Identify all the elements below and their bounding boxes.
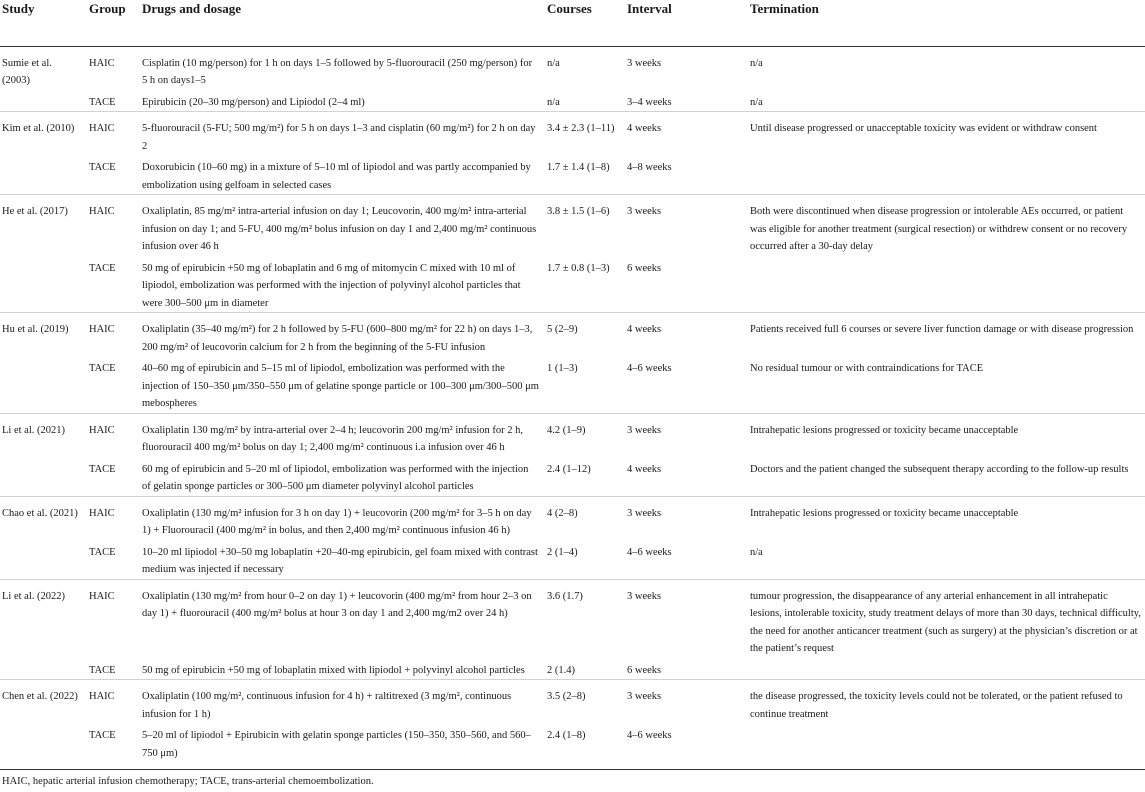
cell-termination <box>746 723 1145 770</box>
cell-courses: 5 (2–9) <box>543 313 623 357</box>
cell-courses: 2 (1.4) <box>547 664 575 676</box>
table-row <box>0 579 1145 658</box>
cell-study: Chen et al. (2022) <box>0 680 85 724</box>
cell-group: TACE <box>89 96 116 108</box>
table-body <box>0 46 1145 770</box>
cell-drugs: Oxaliplatin (130 mg/m² from hour 0–2 on day 1) + leucovorin (400 mg/m² from hour 2–3 on day 1) + fluorouracil (400 mg/m² bolus at hour 3 on day 1 and 2,400 mg/m2 over 24 h) <box>138 579 543 658</box>
cell-study <box>0 256 85 313</box>
cell-interval: 3 weeks <box>623 195 746 256</box>
table-row <box>0 195 1145 256</box>
table-row <box>0 413 1145 457</box>
cell-study: Hu et al. (2019) <box>0 313 85 357</box>
table-row <box>0 46 1145 90</box>
cell-termination: Both were discontinued when disease progression or intolerable AEs occurred, or patient was eligible for another treatment (surgical resection) or withdrew consent or no recovery occurred after a 30-day delay <box>746 195 1145 256</box>
cell-termination: Intrahepatic lesions progressed or toxicity became unacceptable <box>746 413 1145 457</box>
cell-drugs: Oxaliplatin, 85 mg/m² intra-arterial infusion on day 1; Leucovorin, 400 mg/m² intra-arterial infusion on day 1; and 5-FU, 400 mg/m² bolus infusion on day 1 and 2,400 mg/m² continuous infusion over 46 h <box>138 195 543 256</box>
cell-interval: 4 weeks <box>623 112 746 156</box>
cell-courses: 4.2 (1–9) <box>543 413 623 457</box>
cell-drugs: Cisplatin (10 mg/person) for 1 h on days 1–5 followed by 5-fluorouracil (250 mg/person) for 5 h on days1–5 <box>142 57 533 86</box>
cell-interval: 3 weeks <box>623 496 746 540</box>
cell-termination: Patients received full 6 courses or severe liver function damage or with disease progression <box>746 313 1145 357</box>
table-row <box>0 457 1145 497</box>
cell-drugs: 50 mg of epirubicin +50 mg of lobaplatin and 6 mg of mitomycin C mixed with 10 ml of lipiodol, embolization was performed with the injection of polyvinyl alcohol particles that were 300–500 μm in diameter <box>142 262 521 309</box>
table-row <box>0 256 1145 313</box>
cell-courses: 1.7 ± 0.8 (1–3) <box>547 262 610 274</box>
table-row <box>0 658 1145 680</box>
cell-interval: 4–6 weeks <box>627 363 672 374</box>
cell-study: Kim et al. (2010) <box>0 112 85 156</box>
cell-study: Sumie et al. (2003) <box>2 57 52 86</box>
cell-courses: n/a <box>547 96 560 108</box>
cell-drugs: Oxaliplatin (35–40 mg/m²) for 2 h followed by 5-FU (600–800 mg/m² for 22 h) on days 1–3, 200 mg/m² of leucovorin calcium for 2 h from the beginning of the 5-FU infusion <box>138 313 543 357</box>
cell-interval: 4 weeks <box>627 463 662 475</box>
cell-interval: 3–4 weeks <box>627 96 672 108</box>
cell-study: He et al. (2017) <box>0 195 85 256</box>
cell-interval: 3 weeks <box>627 57 662 69</box>
cell-termination: the disease progressed, the toxicity levels could not be tolerated, or the patient refused to continue treatment <box>746 680 1145 724</box>
table-row <box>0 496 1145 540</box>
cell-group: HAIC <box>85 112 138 156</box>
table-footnote: HAIC, hepatic arterial infusion chemotherapy; TACE, trans-arterial chemoembolization. <box>2 776 374 787</box>
cell-study <box>0 155 85 195</box>
table-row <box>0 155 1145 195</box>
cell-group: HAIC <box>89 57 115 69</box>
table-row <box>0 90 1145 112</box>
header-courses: Courses <box>547 1 592 16</box>
cell-group: HAIC <box>85 195 138 256</box>
cell-courses: 2.4 (1–12) <box>547 463 591 475</box>
table-row <box>0 313 1145 357</box>
cell-study <box>0 90 85 112</box>
cell-study: Chao et al. (2021) <box>0 496 85 540</box>
header-termination: Termination <box>750 1 819 16</box>
cell-courses: 3.4 ± 2.3 (1–11) <box>543 112 623 156</box>
cell-interval: 6 weeks <box>627 664 662 676</box>
cell-drugs: Oxaliplatin 130 mg/m² by intra-arterial over 2–4 h; leucovorin 200 mg/m² infusion for 2 h, fluorouracil 400 mg/m² bolus on day 1; 2,400 mg/m² continuous i.a infusion over 46 h <box>138 413 543 457</box>
cell-group: HAIC <box>85 413 138 457</box>
table-row <box>0 680 1145 724</box>
header-study: Study <box>2 1 35 16</box>
header-interval: Interval <box>627 1 672 16</box>
table-row <box>0 540 1145 580</box>
cell-study <box>0 356 85 413</box>
table-header <box>0 0 1145 46</box>
cell-group: TACE <box>89 664 116 676</box>
cell-courses: 2 (1–4) <box>547 546 578 558</box>
cell-drugs: 5-fluorouracil (5-FU; 500 mg/m²) for 5 h on days 1–3 and cisplatin (60 mg/m²) for 2 h on day 2 <box>138 112 543 156</box>
cell-group: HAIC <box>85 680 138 724</box>
cell-termination: Until disease progressed or unacceptable toxicity was evident or withdraw consent <box>746 112 1145 156</box>
cell-termination: No residual tumour or with contraindications for TACE <box>750 363 984 374</box>
cell-drugs: 5–20 ml of lipiodol + Epirubicin with gelatin sponge particles (150–350, 350–560, and 560–750 μm) <box>142 730 531 759</box>
cell-courses: 1.7 ± 1.4 (1–8) <box>547 162 610 173</box>
cell-study: Li et al. (2021) <box>0 413 85 457</box>
table-row <box>0 112 1145 156</box>
cell-study <box>0 540 85 580</box>
cell-group: HAIC <box>85 579 138 658</box>
cell-interval: 3 weeks <box>623 579 746 658</box>
cell-drugs: Oxaliplatin (130 mg/m² infusion for 3 h on day 1) + leucovorin (200 mg/m² for 3–5 h on day 1) + Fluorouracil (400 mg/m² in bolus, and then 2,400 mg/m² continuous infusion 46 h) <box>138 496 543 540</box>
cell-interval: 3 weeks <box>623 413 746 457</box>
cell-interval: 3 weeks <box>623 680 746 724</box>
cell-interval: 6 weeks <box>627 262 662 274</box>
cell-group: TACE <box>89 463 116 475</box>
cell-courses: 3.8 ± 1.5 (1–6) <box>543 195 623 256</box>
cell-termination: n/a <box>750 96 763 108</box>
cell-drugs: 50 mg of epirubicin +50 mg of lobaplatin mixed with lipiodol + polyvinyl alcohol particles <box>142 664 525 676</box>
header-drugs: Drugs and dosage <box>142 1 241 16</box>
cell-termination: tumour progression, the disappearance of any arterial enhancement in all intrahepatic lesions, intolerable toxicity, study treatment delays of more than 30 days, technical difficulty, the need for another anticancer treatment (such as surgery) at the physician’s discretion or at the patient’s request <box>746 579 1145 658</box>
cell-courses: 3.5 (2–8) <box>543 680 623 724</box>
cell-courses: 3.6 (1.7) <box>543 579 623 658</box>
cell-courses: 4 (2–8) <box>543 496 623 540</box>
cell-group: TACE <box>89 730 116 741</box>
cell-drugs: Oxaliplatin (100 mg/m², continuous infusion for 4 h) + raltitrexed (3 mg/m², continuous infusion for 1 h) <box>138 680 543 724</box>
cell-courses: 2.4 (1–8) <box>547 730 586 741</box>
cell-study <box>0 658 85 680</box>
cell-termination: Doctors and the patient changed the subsequent therapy according to the follow-up results <box>750 463 1129 475</box>
cell-drugs: 60 mg of epirubicin and 5–20 ml of lipiodol, embolization was performed with the injection of gelatin sponge particles or 300–500 μm diameter polyvinyl alcohol particles <box>142 463 529 492</box>
cell-courses: 1 (1–3) <box>547 363 578 374</box>
cell-group: TACE <box>89 546 116 558</box>
cell-interval: 4–6 weeks <box>627 730 672 741</box>
header-group: Group <box>89 1 126 16</box>
cell-group: HAIC <box>85 313 138 357</box>
cell-termination <box>746 256 1145 313</box>
cell-interval: 4–8 weeks <box>627 162 672 173</box>
table-row <box>0 356 1145 413</box>
cell-study: Li et al. (2022) <box>0 579 85 658</box>
cell-termination: n/a <box>750 546 763 558</box>
cell-group: TACE <box>89 162 116 173</box>
cell-group: TACE <box>89 262 116 274</box>
cell-termination <box>746 155 1145 195</box>
cell-drugs: 40–60 mg of epirubicin and 5–15 ml of lipiodol, embolization was performed with the injection of 150–350 μm/350–550 μm of gelatine sponge particle or 100–300 μm/300–500 μm mebospheres <box>142 363 539 409</box>
cell-termination: Intrahepatic lesions progressed or toxicity became unacceptable <box>746 496 1145 540</box>
cell-group: HAIC <box>85 496 138 540</box>
table-row <box>0 723 1145 770</box>
cell-interval: 4 weeks <box>623 313 746 357</box>
cell-drugs: Epirubicin (20–30 mg/person) and Lipiodol (2–4 ml) <box>142 96 365 108</box>
cell-group: TACE <box>89 363 116 374</box>
header-row <box>0 0 1145 46</box>
cell-study <box>0 457 85 497</box>
cell-interval: 4–6 weeks <box>627 546 672 558</box>
cell-study <box>0 723 85 770</box>
cell-termination: n/a <box>750 57 763 69</box>
cell-courses: n/a <box>547 57 560 69</box>
cell-drugs: 10–20 ml lipiodol +30–50 mg lobaplatin +20–40-mg epirubicin, gel foam mixed with contrast medium was injected if necessary <box>142 546 538 575</box>
cell-termination <box>746 658 1145 680</box>
cell-drugs: Doxorubicin (10–60 mg) in a mixture of 5–10 ml of lipiodol and was partly accompanied by embolization using gelfoam in selected cases <box>142 162 531 191</box>
